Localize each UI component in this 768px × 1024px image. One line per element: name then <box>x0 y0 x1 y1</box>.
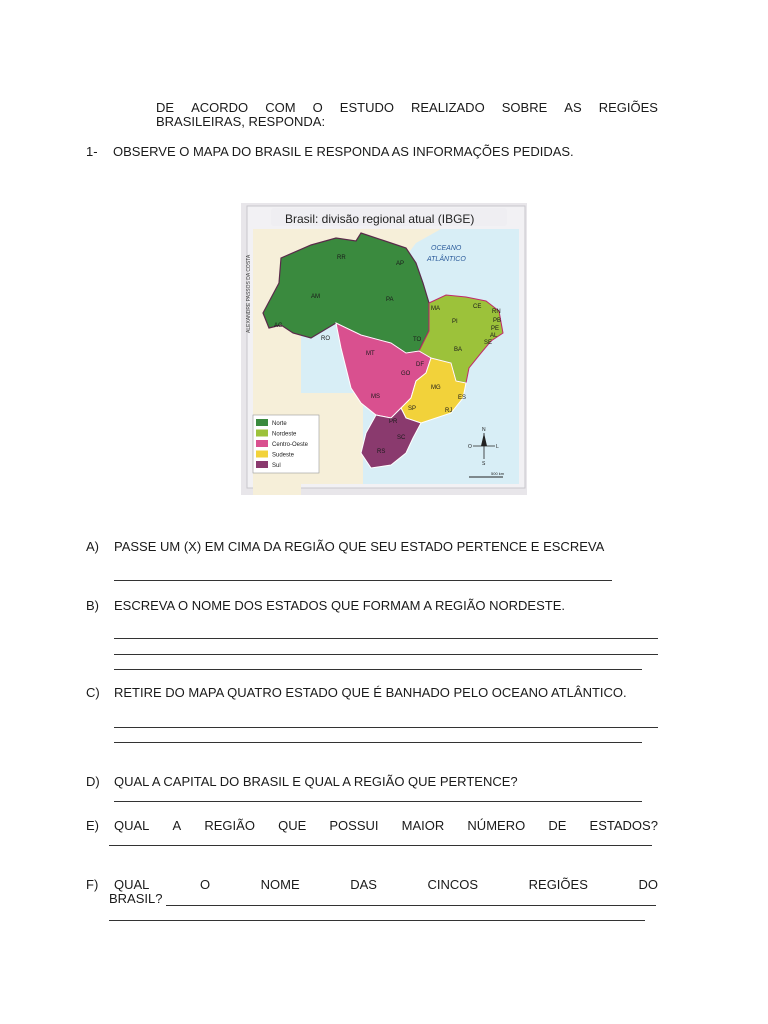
question-e-word: NÚMERO <box>467 818 526 833</box>
question-f-word: O <box>199 877 211 892</box>
state-label-df: DF <box>416 362 424 368</box>
question-e-word: A <box>172 818 182 833</box>
answer-line-d1[interactable] <box>114 801 642 802</box>
legend-swatch <box>256 430 268 437</box>
answer-line-b2[interactable] <box>114 654 658 655</box>
intro-word: DE <box>156 100 175 115</box>
legend-label: Nordeste <box>272 431 297 438</box>
map-side-credit: ALEXANDRE PASSOS DA COSTA <box>246 254 252 333</box>
answer-line-c2[interactable] <box>114 742 642 743</box>
ocean-label-1: OCEANO <box>431 245 462 252</box>
brazil-regions-map <box>241 203 527 495</box>
question-f-letter: F) <box>86 877 99 892</box>
question-e-word: MAIOR <box>401 818 445 833</box>
state-label-rj: RJ <box>445 408 453 414</box>
question-f-word: REGIÕES <box>528 877 588 892</box>
scale-label: 500 km <box>491 471 505 476</box>
intro-word: SOBRE <box>501 100 548 115</box>
state-label-am: AM <box>311 294 320 300</box>
question-b-text: ESCREVA O NOME DOS ESTADOS QUE FORMAM A REGIÃO NORDESTE. <box>114 598 565 613</box>
question-f-text <box>114 878 658 892</box>
question-e-letter: E) <box>86 818 99 833</box>
state-label-ba: BA <box>454 347 463 353</box>
state-label-pb: PB <box>493 318 502 324</box>
intro-word: ESTUDO <box>339 100 394 115</box>
question-e-word: REGIÃO <box>204 818 255 833</box>
state-label-to: TO <box>413 337 422 343</box>
ocean-label-2: ATLÂNTICO <box>427 256 466 263</box>
state-label-pa: PA <box>386 297 394 303</box>
state-label-rn: RN <box>492 309 501 315</box>
intro-word: REALIZADO <box>411 100 485 115</box>
answer-line-c1[interactable] <box>114 727 658 728</box>
legend-swatch <box>256 440 268 447</box>
state-label-mg: MG <box>431 385 441 391</box>
intro-word: AS <box>564 100 582 115</box>
answer-line-b1[interactable] <box>114 638 658 639</box>
question-e-text <box>114 819 658 833</box>
question-f-line-2: BRASIL? <box>109 891 163 906</box>
answer-line-e1[interactable] <box>109 845 652 846</box>
state-label-mt: MT <box>366 351 375 357</box>
state-label-ms: MS <box>371 394 380 400</box>
state-label-go: GO <box>401 371 411 377</box>
question-b-letter: B) <box>86 598 99 613</box>
state-label-ap: AP <box>396 261 405 267</box>
intro-word: O <box>312 100 323 115</box>
intro-word: ACORDO <box>191 100 249 115</box>
legend-label: Sudeste <box>272 452 295 459</box>
state-label-pe: PE <box>491 326 500 332</box>
answer-line-a1[interactable] <box>114 580 612 581</box>
state-label-sp: SP <box>408 406 417 412</box>
state-label-ce: CE <box>473 304 482 310</box>
answer-line-f2[interactable] <box>109 920 645 921</box>
intro-line-1 <box>156 101 658 115</box>
state-label-pi: PI <box>452 319 458 325</box>
question-f-word: DO <box>638 877 658 892</box>
state-label-se: SE <box>484 340 493 346</box>
legend-label: Centro-Oeste <box>272 442 309 448</box>
state-label-ma: MA <box>431 306 440 312</box>
legend-swatch <box>256 461 268 468</box>
question-d-letter: D) <box>86 774 100 789</box>
answer-line-b3[interactable] <box>114 669 642 670</box>
state-label-pr: PR <box>389 419 398 425</box>
compass-o: O <box>468 444 472 450</box>
state-label-es: ES <box>458 395 467 401</box>
state-label-ac: AC <box>274 323 283 329</box>
answer-line-f1[interactable] <box>166 905 656 906</box>
intro-word: REGIÕES <box>598 100 658 115</box>
map-legend <box>253 415 319 473</box>
question-d-text: QUAL A CAPITAL DO BRASIL E QUAL A REGIÃO QUE PERTENCE? <box>114 774 518 789</box>
intro-word: COM <box>265 100 296 115</box>
legend-label: Sul <box>272 463 281 469</box>
question-f-word: NOME <box>260 877 300 892</box>
question-1-number: 1- <box>86 144 98 159</box>
state-label-sc: SC <box>397 435 406 441</box>
question-c-text: RETIRE DO MAPA QUATRO ESTADO QUE É BANHADO PELO OCEANO ATLÂNTICO. <box>114 685 627 700</box>
question-c-letter: C) <box>86 685 100 700</box>
question-e-word: QUE <box>278 818 307 833</box>
question-f-word: QUAL <box>114 877 150 892</box>
map-title: Brasil: divisão regional atual (IBGE) <box>285 212 475 226</box>
compass-n: N <box>482 427 486 433</box>
question-f-word: CINCOS <box>427 877 479 892</box>
state-label-al: AL <box>490 333 498 339</box>
legend-label: Norte <box>272 421 287 427</box>
question-1-text: OBSERVE O MAPA DO BRASIL E RESPONDA AS INFORMAÇÕES PEDIDAS. <box>113 144 574 159</box>
legend-swatch <box>256 451 268 458</box>
question-e-word: DE <box>548 818 567 833</box>
intro-line-2: BRASILEIRAS, RESPONDA: <box>156 114 326 129</box>
question-a-text: PASSE UM (X) EM CIMA DA REGIÃO QUE SEU ESTADO PERTENCE E ESCREVA <box>114 539 605 554</box>
question-e-word: POSSUI <box>329 818 379 833</box>
state-label-rr: RR <box>337 255 346 261</box>
compass-l: L <box>496 444 499 450</box>
state-label-ro: RO <box>321 336 330 342</box>
question-e-word: QUAL <box>114 818 150 833</box>
question-e-word: ESTADOS? <box>589 818 658 833</box>
legend-swatch <box>256 419 268 426</box>
question-f-word: DAS <box>350 877 377 892</box>
state-label-rs: RS <box>377 449 386 455</box>
compass-s: S <box>482 461 486 467</box>
question-a-letter: A) <box>86 539 99 554</box>
